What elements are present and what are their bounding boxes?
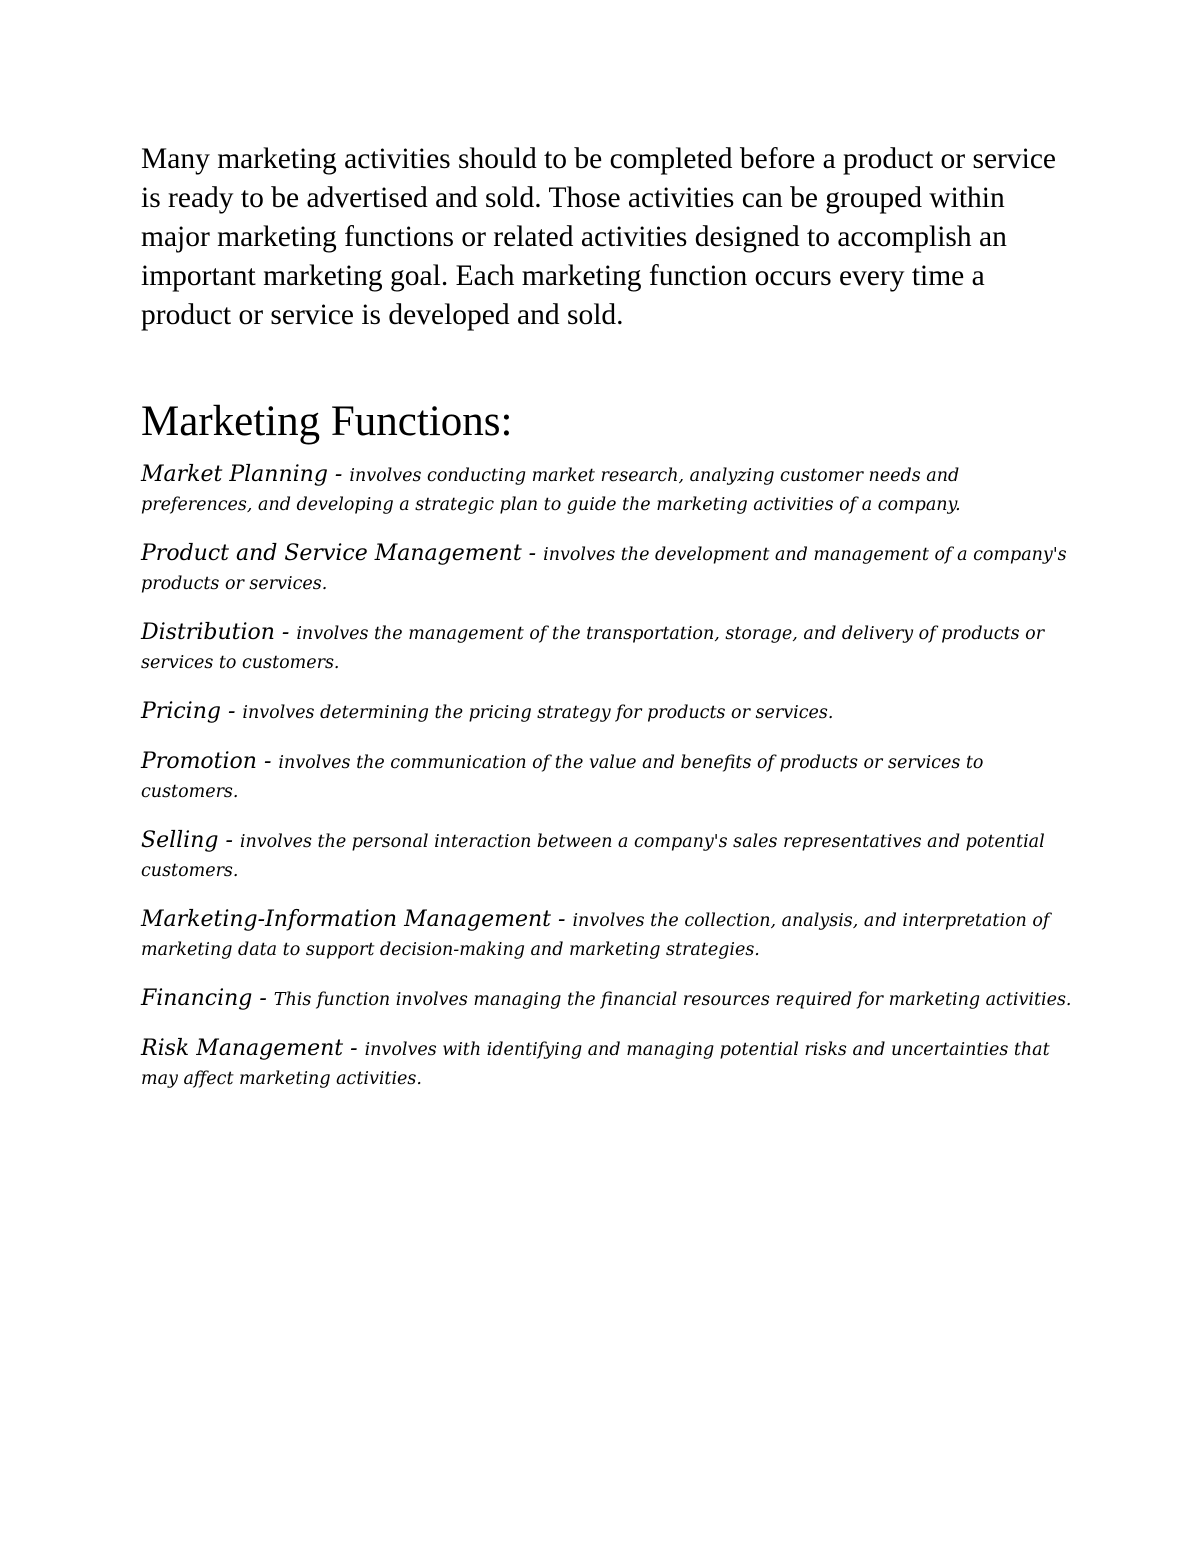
function-name: Distribution (141, 620, 275, 645)
function-name: Risk Management (141, 1036, 344, 1061)
function-description: involves the collection, analysis, and interpretation of marketing data to support decision-making and marketing strategies. (141, 911, 1050, 960)
function-description: This function involves managing the financial resources required for marketing activities. (273, 990, 1072, 1010)
function-description: involves the personal interaction between a company's sales representatives and potential customers. (141, 832, 1045, 881)
function-item-promotion (141, 747, 1076, 807)
function-name: Market Planning (141, 462, 328, 487)
function-description: involves determining the pricing strategy for products or services. (242, 703, 834, 723)
function-description: involves with identifying and managing potential risks and uncertainties that may affect marketing activities. (141, 1040, 1050, 1089)
function-description: involves the development and management of a company's products or services. (141, 545, 1067, 594)
function-item-financing (141, 984, 1076, 1015)
function-item-selling (141, 826, 1076, 886)
function-name: Selling (141, 828, 219, 853)
function-item-product-service-management (141, 539, 1076, 599)
document-page (141, 140, 1076, 1113)
function-item-marketing-information-management (141, 905, 1076, 965)
section-heading: Marketing Functions: (141, 398, 513, 445)
function-item-pricing (141, 697, 1076, 728)
function-item-market-planning (141, 460, 1076, 520)
function-name: Pricing (141, 699, 221, 724)
intro-paragraph: Many marketing activities should to be completed before a product or service is ready to be advertised and sold. Those activities can be grouped within major marketing functions or related activities designed to accomplish an important marketing goal. Each marketing function occurs every time a product or service is developed and sold. (141, 143, 1057, 331)
function-description: involves conducting market research, analyzing customer needs and preferences, and developing a strategic plan to guide the marketing activities of a company. (141, 466, 961, 515)
function-separator: - (327, 462, 350, 487)
function-description: involves the management of the transportation, storage, and delivery of products or services to customers. (141, 624, 1045, 673)
function-name: Marketing-Information Management (141, 907, 552, 932)
function-separator: - (521, 541, 544, 566)
function-separator: - (252, 986, 274, 1011)
function-separator: - (343, 1036, 365, 1061)
function-separator: - (220, 699, 243, 724)
function-item-distribution (141, 618, 1076, 678)
function-separator: - (218, 828, 240, 853)
function-name: Financing (141, 986, 253, 1011)
function-separator: - (256, 749, 279, 774)
function-name: Product and Service Management (141, 541, 522, 566)
function-separator: - (551, 907, 573, 932)
function-separator: - (274, 620, 297, 645)
function-name: Promotion (141, 749, 257, 774)
marketing-functions-list (141, 460, 1076, 1094)
function-description: involves the communication of the value and benefits of products or services to customers. (141, 753, 984, 802)
function-item-risk-management (141, 1034, 1076, 1094)
